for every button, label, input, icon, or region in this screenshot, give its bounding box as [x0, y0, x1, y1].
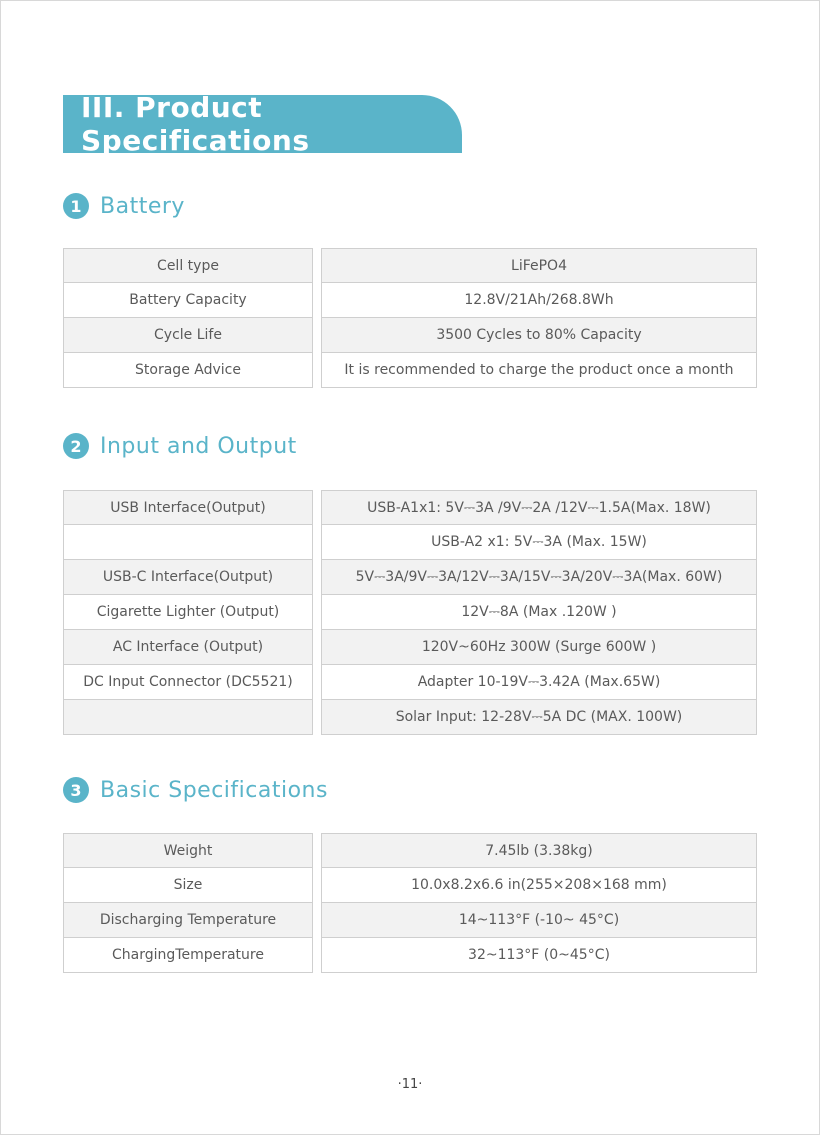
table-row [63, 353, 757, 388]
spec-value: Solar Input: 12-28V⎓5A DC (MAX. 100W) [321, 700, 757, 735]
spec-value: USB-A1x1: 5V⎓3A /9V⎓2A /12V⎓1.5A(Max. 18W) [321, 490, 757, 525]
spec-label: Cycle Life [63, 318, 313, 353]
table-row [63, 630, 757, 665]
spec-value: LiFePO4 [321, 248, 757, 283]
page-title: III. Product Specifications [81, 91, 310, 157]
spec-label: Cigarette Lighter (Output) [63, 595, 313, 630]
section-banner [63, 91, 462, 157]
basic-spec-table [63, 833, 757, 973]
input-output-spec-table [63, 490, 757, 735]
table-row [63, 665, 757, 700]
spec-value: 14~113°F (-10~ 45°C) [321, 903, 757, 938]
spec-label: Battery Capacity [63, 283, 313, 318]
spec-label [63, 525, 313, 560]
section-heading-battery [63, 193, 185, 219]
battery-spec-table [63, 248, 757, 388]
spec-label [63, 700, 313, 735]
spec-label: Discharging Temperature [63, 903, 313, 938]
table-row [63, 938, 757, 973]
spec-value: It is recommended to charge the product once a month [321, 353, 757, 388]
spec-label: USB Interface(Output) [63, 490, 313, 525]
table-row [63, 318, 757, 353]
spec-label: Storage Advice [63, 353, 313, 388]
spec-label: Size [63, 868, 313, 903]
page-number: ·11· [397, 1077, 423, 1092]
spec-value: 12.8V/21Ah/268.8Wh [321, 283, 757, 318]
spec-value: Adapter 10-19V⎓3.42A (Max.65W) [321, 665, 757, 700]
table-row [63, 490, 757, 525]
table-row [63, 560, 757, 595]
spec-value: USB-A2 x1: 5V⎓3A (Max. 15W) [321, 525, 757, 560]
section-heading-input-output [63, 433, 297, 459]
spec-value: 12V⎓8A (Max .120W ) [321, 595, 757, 630]
spec-label: USB-C Interface(Output) [63, 560, 313, 595]
spec-value: 5V⎓3A/9V⎓3A/12V⎓3A/15V⎓3A/20V⎓3A(Max. 60W) [321, 560, 757, 595]
section-number-badge: 3 [63, 777, 89, 803]
section-title: Input and Output [100, 433, 297, 459]
spec-label: Weight [63, 833, 313, 868]
spec-value: 120V~60Hz 300W (Surge 600W ) [321, 630, 757, 665]
spec-value: 10.0x8.2x6.6 in(255×208×168 mm) [321, 868, 757, 903]
spec-label: AC Interface (Output) [63, 630, 313, 665]
section-title: Basic Specifications [100, 777, 328, 803]
section-number-badge: 2 [63, 433, 89, 459]
spec-value: 32~113°F (0~45°C) [321, 938, 757, 973]
table-row [63, 833, 757, 868]
section-number-badge: 1 [63, 193, 89, 219]
spec-label: ChargingTemperature [63, 938, 313, 973]
table-row [63, 700, 757, 735]
table-row [63, 283, 757, 318]
spec-value: 7.45lb (3.38kg) [321, 833, 757, 868]
section-title: Battery [100, 193, 185, 219]
table-row [63, 595, 757, 630]
spec-label: DC Input Connector (DC5521) [63, 665, 313, 700]
table-row [63, 903, 757, 938]
spec-value: 3500 Cycles to 80% Capacity [321, 318, 757, 353]
table-row [63, 248, 757, 283]
section-heading-basic-specifications [63, 777, 328, 803]
table-row [63, 868, 757, 903]
spec-label: Cell type [63, 248, 313, 283]
table-row [63, 525, 757, 560]
